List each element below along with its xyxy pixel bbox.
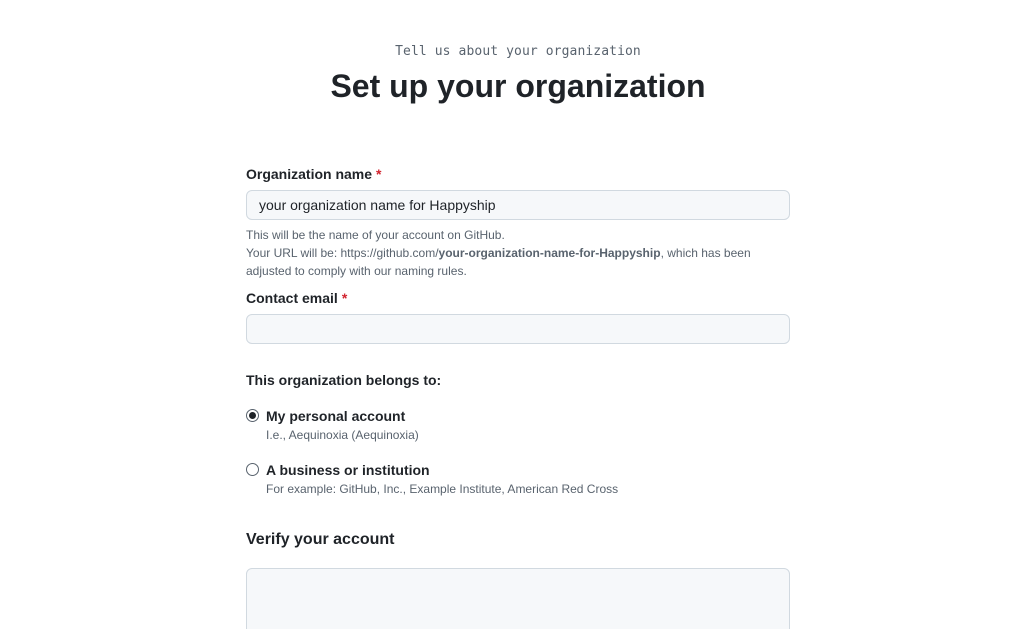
org-name-label [246,164,790,184]
ownership-option-note: I.e., Aequinoxia (Aequinoxia) [266,428,419,442]
hint-url-slug: your-organization-name-for-Happyship [438,246,661,260]
contact-email-field-group [246,288,790,344]
ownership-option-personal[interactable] [246,406,790,444]
required-asterisk: * [341,290,348,306]
org-name-label-text: Organization name [246,166,373,182]
org-name-hint-url [246,244,790,280]
radio-personal-account[interactable] [246,409,259,422]
ownership-option-label[interactable]: My personal account [266,408,406,424]
ownership-label: This organization belongs to: [246,372,442,388]
ownership-option-label[interactable]: A business or institution [266,462,430,478]
ownership-option-business[interactable] [246,460,790,498]
org-name-hint [246,226,790,280]
ownership-option-note: For example: GitHub, Inc., Example Institute, American Red Cross [266,482,619,496]
required-asterisk: * [376,166,382,182]
contact-email-input[interactable] [246,314,790,344]
page-header [0,44,1036,106]
org-setup-form [246,164,790,629]
captcha-frame[interactable] [246,568,790,629]
hint-url-suffix: , which has been adjusted to comply with our naming rules. [246,246,751,278]
page-eyebrow: Tell us about your organization [395,44,641,59]
ownership-option-text [266,460,618,498]
ownership-group [246,370,790,498]
org-name-hint-line1: This will be the name of your account on GitHub. [246,228,505,242]
hint-url-prefix: Your URL will be: https://github.com/ [246,246,439,260]
verify-section [246,528,790,629]
contact-email-label [246,288,790,308]
ownership-option-text [266,406,419,444]
org-name-input[interactable] [246,190,790,220]
org-name-field-group [246,164,790,280]
radio-business-institution[interactable] [246,463,259,476]
page-title: Set up your organization [330,68,706,104]
verify-title: Verify your account [246,531,395,548]
contact-email-label-text: Contact email [246,290,338,306]
